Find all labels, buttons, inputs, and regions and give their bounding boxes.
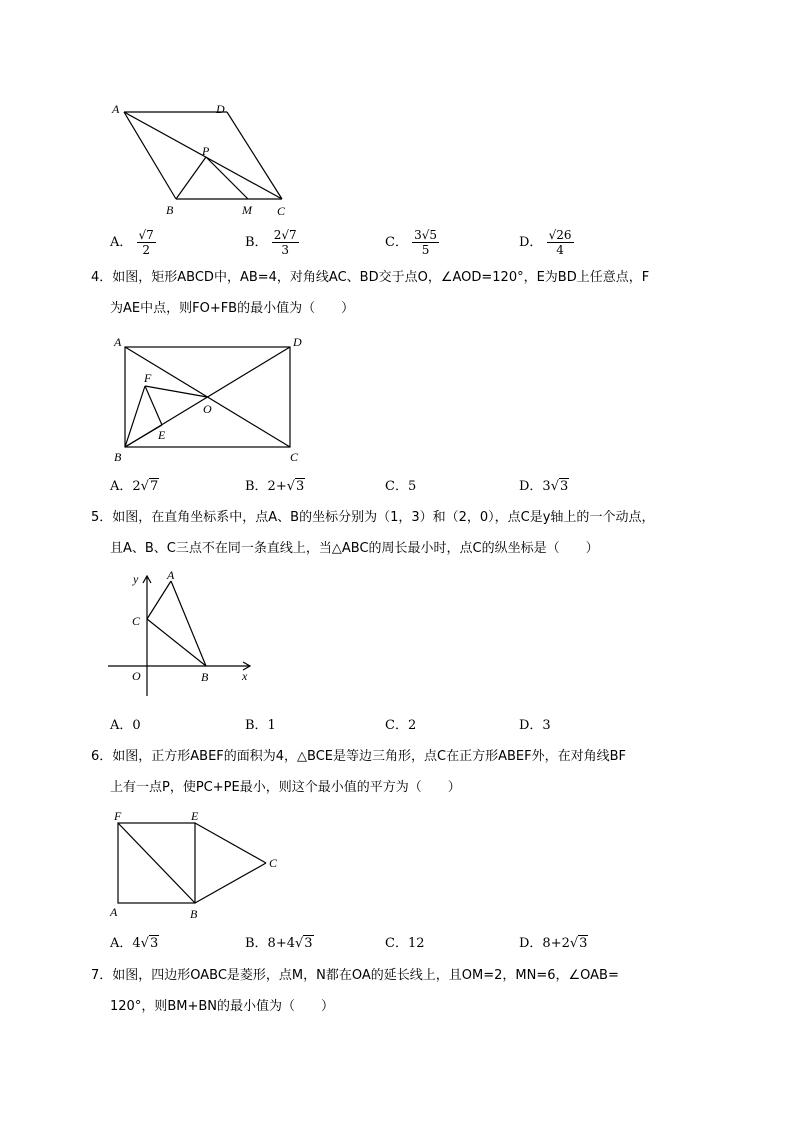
q5-label-c: C bbox=[132, 614, 141, 628]
q4-figure bbox=[108, 330, 318, 466]
q3-option-c-fraction: $\frac{3√5}{5}$ bbox=[414, 228, 438, 257]
q3-label-a: A bbox=[112, 102, 120, 116]
q6-label-a: A bbox=[110, 905, 118, 919]
q6-stem-line2: 上有一点P，使PC+PE最小，则这个最小值的平方为（ ） bbox=[110, 780, 461, 795]
q4-option-b[interactable] bbox=[245, 479, 305, 495]
q5-figure bbox=[104, 566, 264, 696]
q5-option-b[interactable]: B．1 bbox=[245, 718, 276, 733]
q6-option-b[interactable] bbox=[245, 936, 314, 952]
q7-stem-line2: 120°，则BM+BN的最小值为（ ） bbox=[110, 999, 334, 1014]
q3-option-c-label: C． bbox=[385, 235, 408, 250]
q4-option-a-label: A．2 bbox=[110, 479, 141, 494]
q6-label-f: F bbox=[114, 809, 122, 823]
q6-label-e: E bbox=[191, 809, 199, 823]
q6-label-b: B bbox=[190, 907, 198, 921]
q6-option-d-label: D．8+2 bbox=[519, 936, 570, 951]
q4-option-d-sqrt: √3 bbox=[550, 479, 569, 494]
q4-label-d: D bbox=[293, 335, 302, 349]
q4-stem-line2: 为AE中点，则FO+FB的最小值为（ ） bbox=[110, 301, 355, 316]
q3-label-m: M bbox=[242, 203, 252, 217]
q4-label-c: C bbox=[290, 450, 299, 464]
q5-option-c[interactable]: C．2 bbox=[385, 718, 417, 733]
q3-label-c: C bbox=[277, 204, 286, 218]
q4-option-b-label: B．2+ bbox=[245, 479, 287, 494]
q3-option-d-label: D． bbox=[519, 235, 543, 250]
q3-option-c[interactable] bbox=[385, 228, 439, 257]
q3-option-a[interactable] bbox=[110, 228, 156, 257]
q5-label-a: A bbox=[167, 568, 175, 582]
q3-figure bbox=[108, 98, 308, 220]
q5-label-b: B bbox=[201, 670, 209, 684]
q5-stem-line1: 5．如图，在直角坐标系中，点A、B的坐标分别为（1，3）和（2，0），点C是y轴上的一个动点， bbox=[91, 510, 655, 525]
q3-option-b[interactable] bbox=[245, 228, 299, 257]
q4-label-b: B bbox=[114, 450, 122, 464]
q4-label-a: A bbox=[114, 335, 122, 349]
q3-label-d: D bbox=[216, 102, 225, 116]
q6-option-a-sqrt: √3 bbox=[140, 936, 159, 951]
q3-label-p: P bbox=[202, 144, 210, 158]
q4-option-c[interactable]: C．5 bbox=[385, 479, 417, 494]
q6-option-a[interactable] bbox=[110, 936, 159, 952]
q6-option-a-label: A．4 bbox=[110, 936, 141, 951]
q7-stem-line1: 7．如图，四边形OABC是菱形，点M，N都在OA的延长线上，且OM=2，MN=6，∠OAB= bbox=[91, 968, 619, 983]
q5-label-o: O bbox=[132, 669, 141, 683]
q5-option-d[interactable]: D．3 bbox=[519, 718, 551, 733]
q3-option-d-fraction: $\frac{√26}{4}$ bbox=[548, 228, 572, 257]
q4-label-o: O bbox=[203, 402, 212, 416]
q5-label-x: x bbox=[242, 669, 248, 683]
q4-stem-line1: 4．如图，矩形ABCD中，AB=4，对角线AC、BD交于点O，∠AOD=120°，E为BD上任意点，F bbox=[91, 270, 650, 285]
q3-option-a-label: A． bbox=[110, 235, 133, 250]
q4-label-e: E bbox=[158, 428, 166, 442]
q3-option-b-fraction: $\frac{2√7}{3}$ bbox=[273, 228, 297, 257]
q4-option-b-sqrt: √3 bbox=[286, 479, 305, 494]
q6-option-b-label: B．8+4 bbox=[245, 936, 295, 951]
q4-option-d-label: D．3 bbox=[519, 479, 551, 494]
q3-label-b: B bbox=[166, 203, 174, 217]
q6-option-d[interactable] bbox=[519, 936, 588, 952]
q3-option-a-fraction: $\frac{√7}{2}$ bbox=[138, 228, 154, 257]
q4-label-f: F bbox=[144, 371, 152, 385]
q6-figure bbox=[106, 806, 286, 922]
q4-option-a-sqrt: √7 bbox=[140, 479, 159, 494]
q6-label-c: C bbox=[269, 856, 278, 870]
q4-option-d[interactable] bbox=[519, 479, 569, 495]
q5-stem-line2: 且A、B、C三点不在同一条直线上，当△ABC的周长最小时，点C的纵坐标是（ ） bbox=[110, 541, 599, 556]
q5-label-y: y bbox=[133, 572, 139, 586]
q6-option-b-sqrt: √3 bbox=[295, 936, 313, 951]
q3-option-d[interactable] bbox=[519, 228, 574, 257]
q6-option-d-sqrt: √3 bbox=[569, 936, 588, 951]
q6-stem-line1: 6．如图，正方形ABEF的面积为4，△BCE是等边三角形，点C在正方形ABEF外，在对角线BF bbox=[91, 749, 626, 764]
q5-option-a[interactable]: A．0 bbox=[110, 718, 141, 733]
q3-option-b-label: B． bbox=[245, 235, 268, 250]
q4-option-a[interactable] bbox=[110, 479, 159, 495]
q6-option-c[interactable]: C．12 bbox=[385, 936, 425, 951]
